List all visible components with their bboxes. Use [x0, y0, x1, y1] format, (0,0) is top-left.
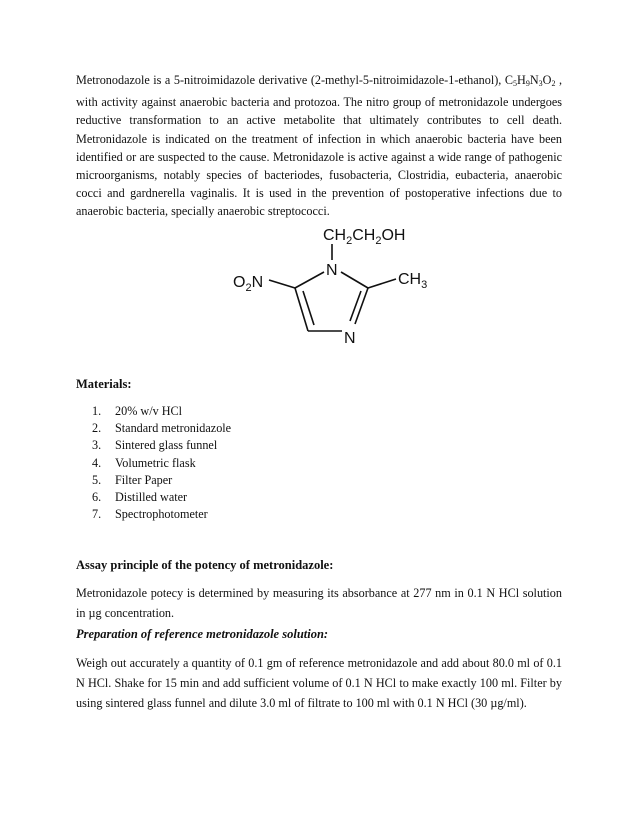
- bond-n1-c2: [341, 272, 368, 288]
- intro-text-1: Metronodazole is a 5-nitroimidazole derivative (2-methyl-5-nitroimidazole-1-ethanol),: [76, 73, 502, 87]
- bond-c5-c4: [295, 288, 308, 331]
- assay-heading: Assay principle of the potency of metronidazole:: [76, 558, 334, 572]
- list-item: 7. Spectrophotometer: [92, 507, 208, 522]
- n3-atom-label: N: [344, 330, 356, 347]
- nitro-group-label: $O_2N$: [233, 274, 264, 294]
- list-item: 4. Volumetric flask: [92, 455, 196, 470]
- bond-c2-n3: [355, 288, 368, 324]
- metronidazole-structure-diagram: [222, 218, 432, 348]
- bond-c2-n3-double: [350, 291, 361, 321]
- materials-list: [92, 403, 231, 523]
- list-item: 2. Standard metronidazole: [92, 421, 232, 436]
- reference-heading: Preparation of reference metronidazole solution:: [76, 627, 329, 641]
- hydroxyethyl-label: $CH_2CH_2OH$: [323, 227, 406, 247]
- list-item: 3. Sintered glass funnel: [92, 438, 218, 453]
- intro-text-2: , with activity against anaerobic bacteria and protozoa. The nitro group of metronidazole undergoes reductive transformation to an active metabolite that ultimately contributes to cell death. Metronidazole is indicated on the treatment of infection in which anaerobic bacteria have been identified or are suspected to the cause. Metronidazole is active against a wide range of pathogenic microorganisms, notably species of bacteriodes, fusobacteria, Clostridia, eubacteria, anaerobic cocci and gardnerella vaginalis. It is used in the prevention of postoperative infections due to anaerobic bacteria, specially anaerobic streptococci.: [76, 73, 563, 219]
- list-item: 5. Filter Paper: [92, 472, 173, 487]
- bond-nitro: [269, 280, 295, 288]
- assay-paragraph: Metronidazole potecy is determined by measuring its absorbance at 277 nm in 0.1 N HCl solution in µg concentration.: [76, 586, 562, 620]
- molecular-formula: $C_5H_9N_3O_2$: [504, 73, 556, 88]
- reference-paragraph: Weigh out accurately a quantity of 0.1 gm of reference metronidazole and add about 80.0 ml of 0.1 N HCl. Shake for 15 min and add sufficient volume of 0.1 N HCl to make exactly 100 ml. Filter by using sintered glass funnel and dilute 3.0 ml of filtrate to 100 ml with 0.1 N HCl (30 µg/ml).: [76, 656, 562, 710]
- methyl-group-label: $CH_3$: [398, 271, 428, 291]
- n1-atom-label: N: [326, 262, 338, 279]
- intro-paragraph: [76, 71, 562, 221]
- list-item: 1. 20% w/v HCl: [92, 404, 183, 418]
- materials-heading: Materials:: [76, 377, 132, 391]
- bond-n1-c5: [295, 272, 324, 288]
- list-item: 6. Distilled water: [92, 490, 188, 505]
- bond-methyl: [368, 279, 396, 288]
